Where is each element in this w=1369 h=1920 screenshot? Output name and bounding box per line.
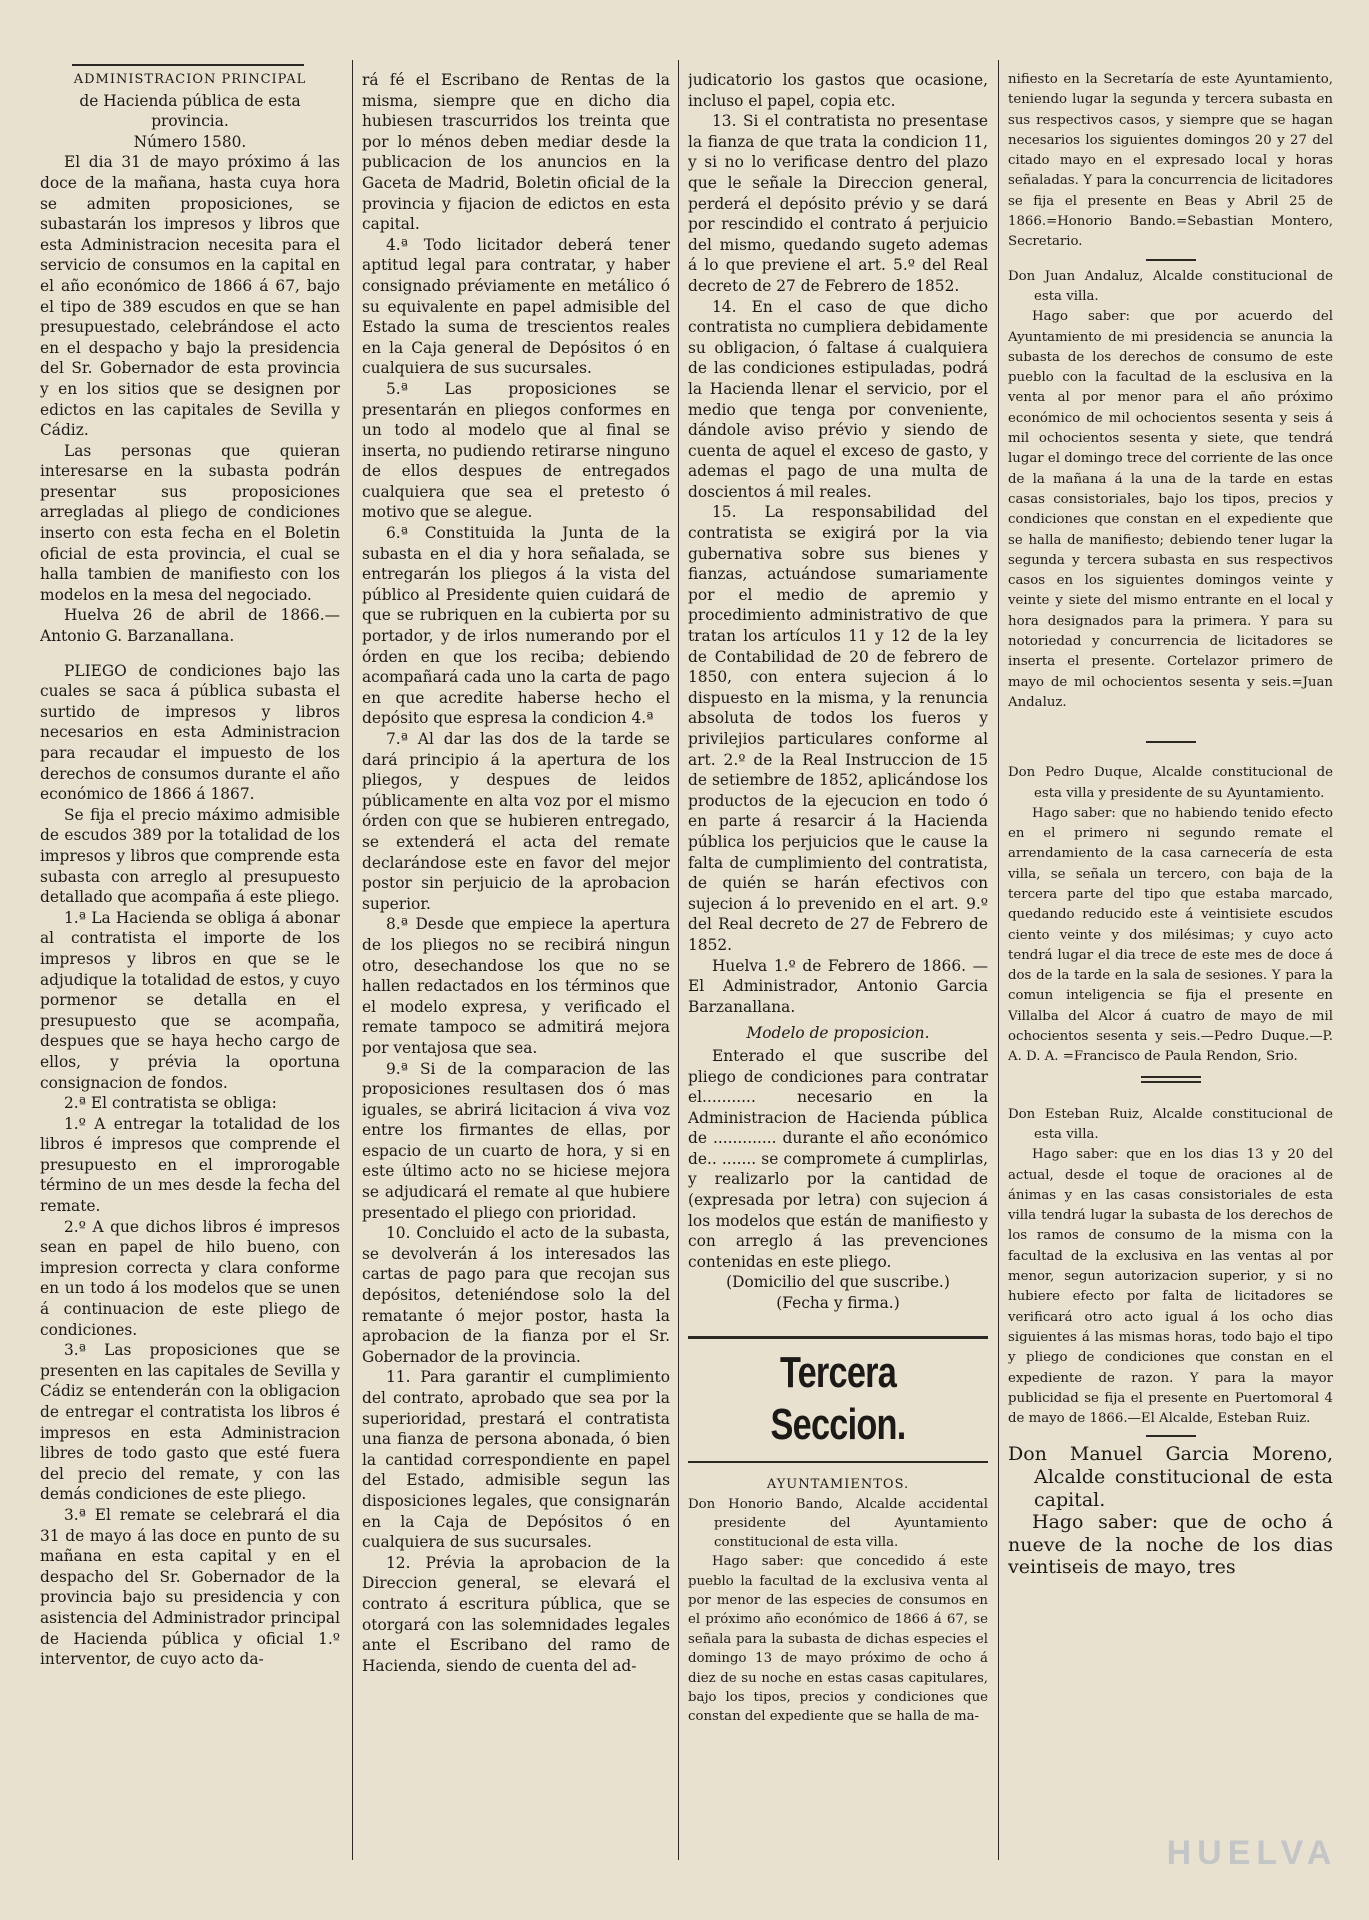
column-divider-1 <box>352 60 353 1860</box>
announcement-heading: Don Juan Andaluz, Alcalde constitucional de esta villa. <box>1008 268 1333 304</box>
signature-line: Huelva 26 de abril de 1866.— Antonio G. Barzanallana. <box>40 606 340 646</box>
administracion-subtitle: de Hacienda pública de esta provincia. <box>79 91 301 131</box>
separator <box>1146 259 1196 261</box>
announcement-heading: Don Esteban Ruiz, Alcalde constitucional de esta villa. <box>1008 1106 1333 1142</box>
condition-2: 2.ª El contratista se obliga: <box>64 1094 277 1113</box>
announcement-body: Hago saber: que concedido á este pueblo la facultad de la exclusiva venta al por menor de las especies de consumos en el próximo año económico de 1866 á 67, se señala para la subasta de dichas especies el domingo 13 de mayo próximo de ocho á diez de su noche en estas casas capitulares, bajo los tipos, precios y condiciones que constan del expediente que se halla de ma- <box>688 1554 988 1725</box>
condition-11: 11. Para garantir el cumplimiento del contrato, aprobado que sea por la superioridad, prestará el contratista una fianza de persona abonada, ó bien la cantidad correspondiente en papel del Estado, admisible segun las disposiciones legales, que consignarán en la Caja de Depósitos ó en cualquiera de sus sucursales. <box>362 1368 670 1552</box>
separator <box>1146 741 1196 743</box>
signature-line: Huelva 1.º de Febrero de 1866. —El Administrador, Antonio Garcia Barzanallana. <box>688 956 988 1016</box>
announcement-heading: Don Manuel Garcia Moreno, Alcalde constitucional de esta capital. <box>1008 1443 1333 1511</box>
condition-14: 14. En el caso de que dicho contratista no cumpliera debidamente su obligacion, ó faltase á cualquiera de las condiciones estipuladas, podrá la Hacienda llenar el servicio, por el medio que tenga por conveniente, dándole aviso prévio y siendo de cuenta de aquel el exceso de gasto, y ademas el pago de una multa de doscientos á mil reales. <box>688 297 988 501</box>
condition-15: 15. La responsabilidad del contratista se exigirá por la via gubernativa sobre sus bienes y fianzas, actuándose sumariamente por el medio de apremio y procedimiento administrativo de que tratan los artículos 11 y 12 de la ley de Contabilidad de 20 de febrero de 1850, con entera sujecion á lo dispuesto en la misma, y la renuncia absoluta de todos los fueros y privilejios particulares conforme al art. 2.º de la Real Instruccion de 15 de setiembre de 1852, aplicándose los productos de la ejecucion en todo ó en parte á resarcir á la Hacienda pública los perjuicios que le cause la falta de cumplimiento del contratista, de quién se harán efectivos con sujecion á lo prevenido en el art. 9.º del Real decreto de 27 de Febrero de 1852. <box>688 503 988 954</box>
column-2 <box>362 70 670 1676</box>
announcement-body: Hago saber: que por acuerdo del Ayuntamiento de mi presidencia se anuncia la subasta de los derechos de consumo de este pueblo con la facultad de la esclusiva en la venta al por menor para el año próximo económico de mil ochocientos sesenta y seis á mil ochocientos sesenta y siete, que tendrá lugar el domingo trece del corriente de las once de la mañana á la una de la tarde en estas casas consistoriales, bajo los tipos, precios y condiciones que constan en el expediente que se halla de manifiesto; debiendo tener lugar la segunda y tercera subasta en sus respectivos casos en los siguientes domingos veinte y veinte y siete del mismo entrante en el local y hora designados para la primera. Y para su notoriedad y concurrencia de licitadores se inserta el presente. Cortelazor primero de mayo de mil ochocientos sesenta y seis.=Juan Andaluz. <box>1008 309 1333 710</box>
condition-13: 13. Si el contratista no presentase la fianza de que trata la condicion 11, y si no lo verificase dentro del plazo que le señale la Direccion general, perderá el depósito prévio y se dará por rescindido el contrato á perjuicio del mismo, quedando sugeto ademas á lo que previene el art. 5.º del Real decreto de 27 de Febrero de 1852. <box>688 112 988 295</box>
announcement-heading: Don Pedro Duque, Alcalde constitucional de esta villa y presidente de su Ayuntamiento. <box>1008 765 1333 801</box>
ayuntamientos-heading: AYUNTAMIENTOS. <box>766 1476 910 1492</box>
announcement-body: Hago saber: que no habiendo tenido efecto en el primero ni segundo remate el arrendamiento de la casa carnecería de esta villa, se señala un tercero, con baja de la tercera parte del tipo que estaba marcado, quedando reducido este á veintisiete escudos ciento veinte y dos milésimas; y cuyo acto tendrá lugar el dia trece de este mes de doce á dos de la tarde en la sala de sesiones. Y para la comun inteligencia se fija el presente en Villalba del Alcor á cuatro de mayo de mil ochocientos sesenta y seis.—Pedro Duque.—P. A. D. A. =Francisco de Paula Rendon, Srio. <box>1008 805 1333 1065</box>
sub-condition-1: 1.º A entregar la totalidad de los libros é impresos que comprende el presupuesto en el improrogable término de un mes desde la fecha del remate. <box>40 1114 340 1216</box>
condition-3: 3.ª El remate se celebrará el dia 31 de mayo á las doce en punto de su mañana en esta capital y en el despacho del Sr. Gobernador de la provincia bajo su presidencia y con asistencia del Administrador principal de Hacienda pública y oficial 1.º interventor, de cuyo acto da- <box>40 1505 340 1669</box>
column-1 <box>40 70 340 1670</box>
announcement-body: nifiesto en la Secretaría de este Ayuntamiento, teniendo lugar la segunda y tercera subasta en sus respectivos casos, y siempre que se hagan necesarios los siguientes domingos 20 y 27 del citado mayo en el expresado local y horas señaladas. Y para la concurrencia de licitadores se fija el presente en Beas y Abril 25 de 1866.=Honorio Bando.=Sebastian Montero, Secretario. <box>1008 72 1333 250</box>
spacer <box>1008 713 1333 735</box>
paragraph: Se fija el precio máximo admisible de escudos 389 por la totalidad de los impresos y libros que comprende esta subasta con arreglo al presupuesto detallado que acompaña á este pliego. <box>40 805 340 907</box>
column-divider-2 <box>678 60 679 1860</box>
condition-6: 6.ª Constituida la Junta de la subasta en el dia y hora señalada, se entregarán los pliegos á la vista del público al Presidente quien cuidará de que se rubriquen en la cubierta por su portador, y de irlos numerando por el órden en que los reciba; debiendo acompañará cada uno la carta de pago en que acredite haberse hecho el depósito que espresa la condicion 4.ª <box>362 524 670 728</box>
condition-7: 7.ª Al dar las dos de la tarde se dará principio á la apertura de los pliegos, y despues de leidos públicamente en alta voz por el mismo órden con que se hubieren entregado, se extenderá el acta del remate declarándose este en favor del mejor postor sin perjuicio de la aprobacion superior. <box>362 730 670 913</box>
sub-condition-3: 3.ª Las proposiciones que se presenten en las capitales de Sevilla y Cádiz se entenderán con la obligacion de entregar el contratista los libros é impresos en esta Administracion libres de todo gasto que esté fuera del precio del remate, y con las demás condiciones de este pliego. <box>40 1341 340 1504</box>
column-divider-3 <box>998 60 999 1860</box>
column-4 <box>1008 70 1333 1579</box>
section-rule-bottom <box>688 1461 988 1463</box>
archive-watermark: HUELVA <box>1166 1834 1338 1872</box>
paragraph: El dia 31 de mayo próximo á las doce de la mañana, hasta cuya hora se admiten proposiciones, se subastarán los impresos y libros que esta Administracion necesita para el servicio de consumos en la capital en el año económico de 1866 á 67, bajo el tipo de 389 escudos en que se han presupuestado, celebrándose el acto en el despacho y bajo la presidencia del Sr. Gobernador de esta provincia y en los sitios que se designen por edictos en las capitales de Sevilla y Cádiz. <box>40 153 340 440</box>
condition-4: 4.ª Todo licitador deberá tener aptitud legal para contratar, y haber consignado préviamente en metálico ó su equivalente en papel admisible del Estado la suma de trescientos reales en la Caja general de Depósitos ó en cualquiera de sus sucursales. <box>362 235 670 378</box>
fecha-line: (Fecha y firma.) <box>776 1294 900 1313</box>
sub-condition-2: 2.º A que dichos libros é impresos sean en papel de hilo bueno, con impresion correcta y clara conforme en un todo á los modelos que se unen á continuacion de este pliego de condiciones. <box>40 1217 340 1339</box>
condition-5: 5.ª Las proposiciones se presentarán en pliegos conformes en un todo al modelo que al final se inserta, no pudiendo retirarse ninguno de ellos despues de entregados cualquiera que sea el pretesto ó motivo que se alegue. <box>362 379 670 522</box>
spacer <box>40 647 340 661</box>
spacer <box>1008 1091 1333 1105</box>
paragraph: Las personas que quieran interesarse en la subasta podrán presentar sus proposiciones arregladas al pliego de condiciones inserto con esta fecha en el Boletin oficial de esta provincia, el cual se halla tambien de manifiesto con los modelos en la mesa del negociado. <box>40 441 340 604</box>
condition-12: 12. Prévia la aprobacion de la Direccion general, se elevará el contrato á escritura pública, que se otorgará con las solemnidades legales ante el Escribano del ramo de Hacienda, siendo de cuenta del ad- <box>362 1553 670 1675</box>
numero: Número 1580. <box>133 132 247 151</box>
paragraph: rá fé el Escribano de Rentas de la misma, siempre que en dicho dia hubiesen trascurridos los treinta que por lo ménos deben mediar desde la publicacion de los anuncios en la Gaceta de Madrid, Boletin oficial de la provincia y fijacion de edictos en esta capital. <box>362 71 670 234</box>
announcement-body: Hago saber: que en los dias 13 y 20 del actual, desde el toque de oraciones al de ánimas y en las casas consistoriales de esta villa tendrá lugar la subasta de los derechos de los ramos de consumo de la misma con la facultad de la exclusiva en las ventas al por menor, segun autorizacion superior, y si no hubiere efecto por falta de licitadores se verificará otro acto igual á los ocho dias siguientes á las mismas horas, todo bajo el tipo y pliego de condiciones que constan en el expediente de razon. Y para la mayor publicidad se fija el presente en Puertomoral 4 de mayo de 1866.—El Alcalde, Esteban Ruiz. <box>1008 1147 1333 1427</box>
condition-9: 9.ª Si de la comparacion de las proposiciones resultasen dos ó mas iguales, se abrirá licitacion á viva voz entre los firmantes de ellas, por espacio de un cuarto de hora, y si en este último acto no se hiciese mejora se adjudicará el remate al que hubiere presentado el pliego con prioridad. <box>362 1059 670 1222</box>
announcement-body: Hago saber: que de ocho á nueve de la noche de los dias veintiseis de mayo, tres <box>1008 1511 1333 1579</box>
separator <box>1146 1435 1196 1437</box>
condition-10: 10. Concluido el acto de la subasta, se devolverán á los interesados las cartas de pago para que recojan sus depósitos, deteniéndose solo la del rematante ó mejor postor, hasta la aprobacion de la fianza por el Sr. Gobernador de la provincia. <box>362 1224 670 1366</box>
section-rule-top <box>688 1336 988 1339</box>
condition-1: 1.ª La Hacienda se obliga á abonar al contratista el importe de los impresos y libros en que se le adjudique la totalidad de estos, y cuyo pormenor se detalla en el presupuesto que se acompaña, despues que se haya hecho cargo de ellos, y prévia la oportuna consignacion de fondos. <box>40 908 340 1092</box>
section-heading: Tercera Seccion. <box>770 1347 906 1449</box>
administracion-title: ADMINISTRACION PRINCIPAL <box>73 72 307 87</box>
domicilio-line: (Domicilio del que suscribe.) <box>726 1273 950 1292</box>
paragraph: judicatorio los gastos que ocasione, incluso el papel, copia etc. <box>688 71 988 110</box>
modelo-title: Modelo de proposicion. <box>746 1024 930 1043</box>
announcement-heading: Don Honorio Bando, Alcalde accidental presidente del Ayuntamiento constitucional de esta villa. <box>688 1497 988 1551</box>
modelo-text: Enterado el que suscribe del pliego de condiciones para contratar el........... necesario en la Administracion de Hacienda pública de ............. durante el año económico de.. ....... se compromete á cumplirlas, y realizarlo por la cantidad de (expresada por letra) con sujecion á los modelos que están de manifiesto y con arreglo á las prevenciones contenidas en este pliego. <box>688 1046 988 1271</box>
pliego-intro: PLIEGO de condiciones bajo las cuales se saca á pública subasta el surtido de impresos y libros necesarios en esta Administracion para recaudar el impuesto de los derechos de consumos durante el año económico de 1866 á 1867. <box>40 661 340 804</box>
condition-8: 8.ª Desde que empiece la apertura de los pliegos no se recibirá ningun otro, desechandose los que no se hallen redactados en los términos que el modelo expresa, y verificado el remate tampoco se admitirá mejora por ventajosa que sea. <box>362 915 670 1057</box>
double-separator <box>1141 1076 1201 1083</box>
spacer <box>1008 749 1333 763</box>
column-3 <box>688 70 988 1727</box>
top-rule <box>72 64 304 66</box>
